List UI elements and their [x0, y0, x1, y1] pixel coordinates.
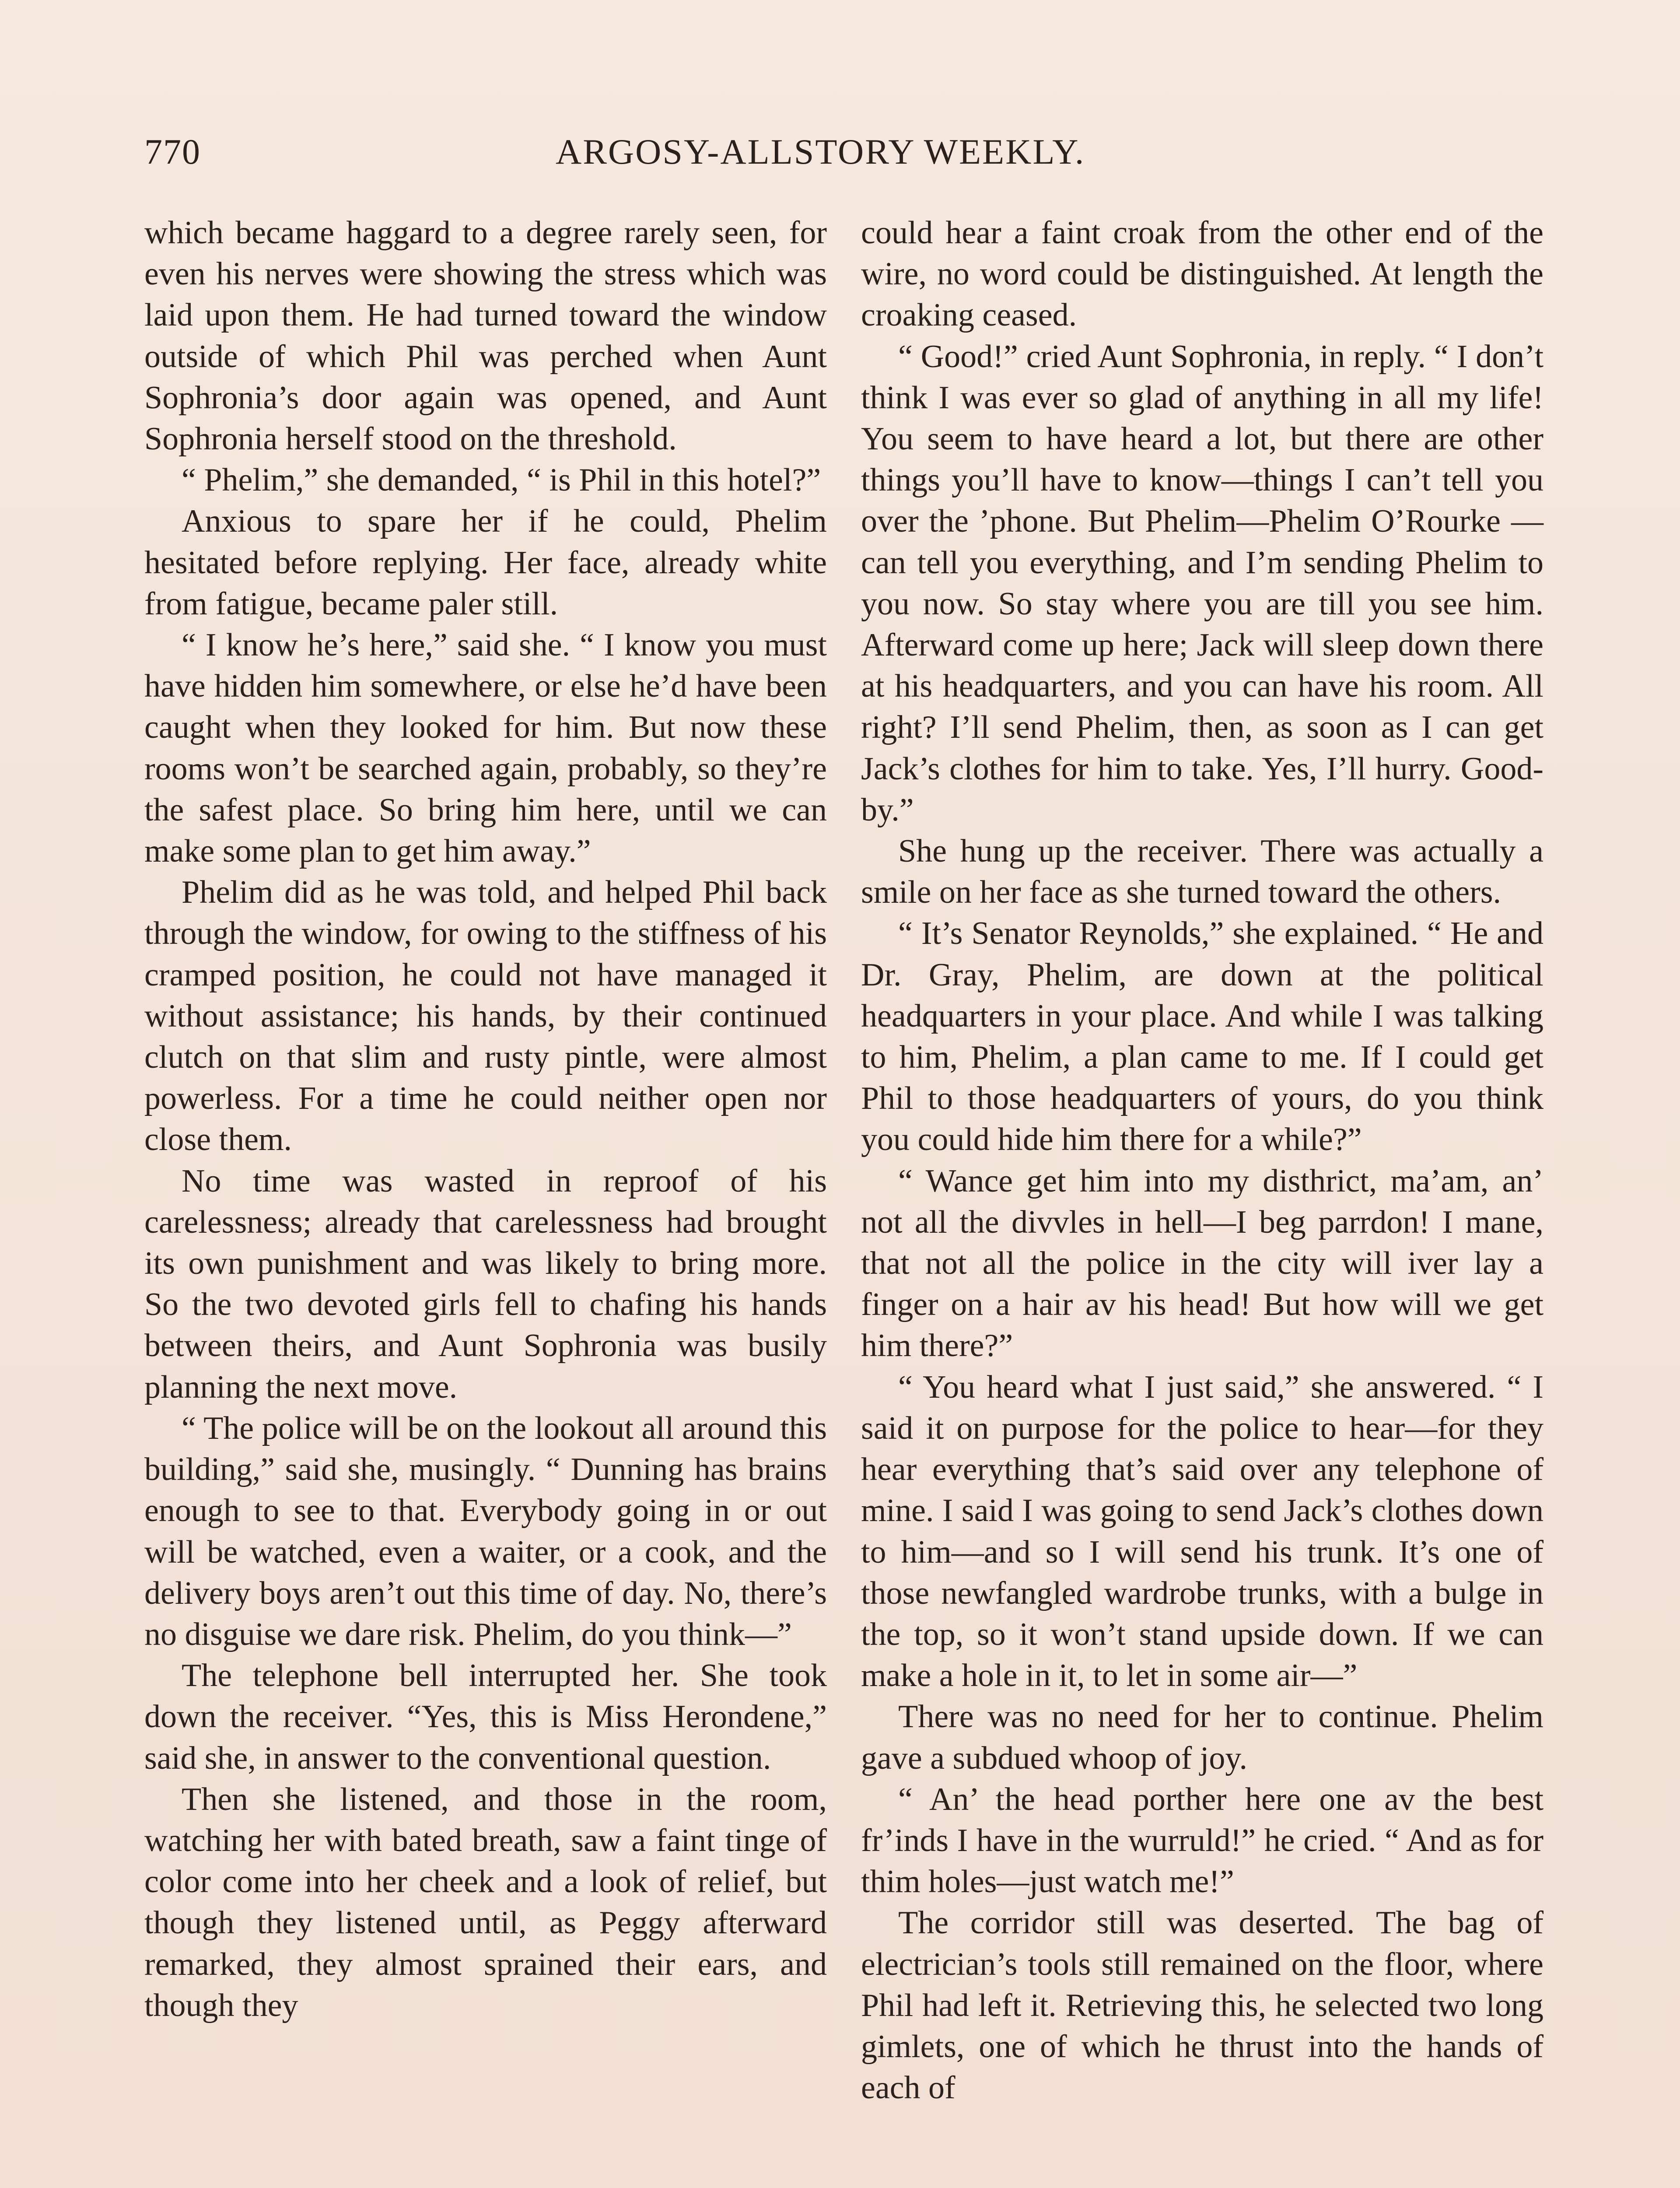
paragraph: “ You heard what I just said,” she answered. “ I said it on purpose for the police to hear—for they hear everything that’s said over any telephone of mine. I said I was going to send Jack’s clothes down to him—and so I will send his trunk. It’s one of those newfangled wardrobe trunks, with a bulge in the top, so it won’t stand upside down. If we can make a hole in it, to let in some air—”	[861, 1369, 1544, 1694]
paragraph: “ An’ the head porther here one av the best fr’inds I have in the wurruld!” he cried. “ And as for thim holes—just watch me!”	[861, 1781, 1544, 1900]
running-head: ARGOSY-ALLSTORY WEEKLY.	[556, 132, 1085, 172]
paragraph: “ I know he’s here,” said she. “ I know you must have hidden him somewhere, or else he’d have been caught when they looked for him. But now these rooms won’t be searched again, probably, so they’re the safest place. So bring him here, until we can make some plan to get him away.”	[144, 627, 827, 870]
paragraph: Phelim did as he was told, and helped Phil back through the window, for owing to the stiffness of his cramped position, he could not have managed it without assistance; his hands, by their continued clutch on that slim and rusty pintle, were almost powerless. For a time he could neither open nor close them.	[144, 874, 827, 1158]
paragraph: “ It’s Senator Reynolds,” she explained. “ He and Dr. Gray, Phelim, are down at the political headquarters in your place. And while I was talking to him, Phelim, a plan came to me. If I could get Phil to those headquarters of yours, do you think you could hide him there for a while?”	[861, 915, 1544, 1158]
paragraph: “ The police will be on the lookout all around this building,” said she, musingly. “ Dunning has brains enough to see to that. Everybody going in or out will be watched, even a waiter, or a cook, and the delivery boys aren’t out this time of day. No, there’s no disguise we dare risk. Phelim, do you think—”	[144, 1410, 827, 1652]
right-column	[861, 212, 1544, 2108]
page-header	[144, 131, 1544, 179]
page-number: 770	[144, 132, 201, 172]
left-column	[144, 212, 827, 2026]
paragraph: She hung up the receiver. There was actually a smile on her face as she turned toward the others.	[861, 833, 1544, 911]
paragraph: The corridor still was deserted. The bag of electrician’s tools still remained on the floor, where Phil had left it. Retrieving this, he selected two long gimlets, one of which he thrust into the hands of each of	[861, 1905, 1544, 2106]
paragraph: “ Good!” cried Aunt Sophronia, in reply. “ I don’t think I was ever so glad of anything in all my life! You seem to have heard a lot, but there are other things you’ll have to know—things I can’t tell you over the ’phone. But Phelim—Phelim O’Rourke —can tell you everything, and I’m sending Phelim to you now. So stay where you are till you see him. Afterward come up here; Jack will sleep down there at his headquarters, and you can have his room. All right? I’ll send Phelim, then, as soon as I can get Jack’s clothes for him to take. Yes, I’ll hurry. Good-by.”	[861, 338, 1544, 828]
paragraph: Then she listened, and those in the room, watching her with bated breath, saw a faint tinge of color come into her cheek and a look of relief, but though they listened until, as Peggy afterward remarked, they almost sprained their ears, and though they	[144, 1781, 827, 2023]
paragraph: No time was wasted in reproof of his carelessness; already that carelessness had brought its own punishment and was likely to bring more. So the two devoted girls fell to chafing his hands between theirs, and Aunt Sophronia was busily planning the next move.	[144, 1163, 827, 1405]
paragraph: could hear a faint croak from the other end of the wire, no word could be distinguished. At length the croaking ceased.	[861, 215, 1544, 333]
paragraph: “ Wance get him into my disthrict, ma’am, an’ not all the divvles in hell—I beg parrdon! I mane, that not all the police in the city will iver lay a finger on a hair av his head! But how will we get him there?”	[861, 1163, 1544, 1364]
paragraph: The telephone bell interrupted her. She took down the receiver. “Yes, this is Miss Herondene,” said she, in answer to the conventional question.	[144, 1658, 827, 1776]
paragraph: Anxious to spare her if he could, Phelim hesitated before replying. Her face, already white from fatigue, became paler still.	[144, 503, 827, 622]
paragraph: which became haggard to a degree rarely seen, for even his nerves were showing the stress which was laid upon them. He had turned toward the window outside of which Phil was perched when Aunt Sophronia’s door again was opened, and Aunt Sophronia herself stood on the threshold.	[144, 215, 827, 457]
paragraph: “ Phelim,” she demanded, “ is Phil in this hotel?”	[182, 462, 821, 498]
paragraph: There was no need for her to continue. Phelim gave a subdued whoop of joy.	[861, 1699, 1544, 1776]
